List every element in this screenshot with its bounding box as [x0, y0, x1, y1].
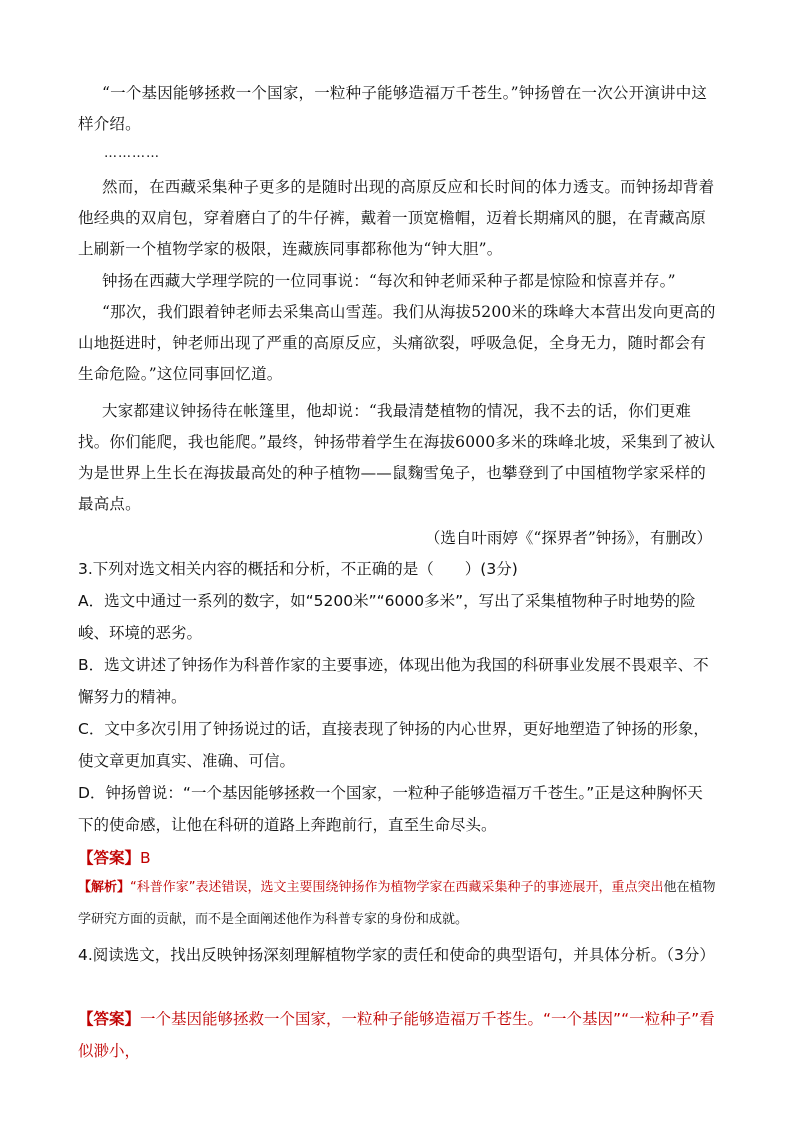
passage-paragraph-1: “一个基因能够拯救一个国家，一粒种子能够造福万千苍生。”钟扬曾在一次公开演讲中这样介绍。 [78, 84, 708, 133]
passage-paragraph-4: “那次，我们跟着钟老师去采集高山雪莲。我们从海拔5200米的珠峰大本营出发向更高的山地挺进时，钟老师出现了严重的高原反应，头痛欲裂，呼吸急促，全身无力，随时都会有生命危险。”这位同事回忆道。 [78, 303, 716, 383]
analysis-text: 他在植物学研究方面的贡献，而不是全面阐述他作为科普专家的身份和成就。 [78, 880, 716, 927]
question-4-answer [78, 1003, 718, 1067]
answer-text: 一个基因能够拯救一个国家，一粒种子能够造福万千苍生。“一个基因”“一粒种子”看似渺小， [78, 1010, 715, 1060]
answer-label: 【答案】 [78, 1010, 141, 1028]
question-3-option-d: D．钟扬曾说：“一个基因能够拯救一个国家，一粒种子能够造福万千苍生。”正是这种胸怀天下的使命感，让他在科研的道路上奔跑前行，直至生命尽头。 [78, 784, 703, 834]
answer-label: 【答案】 [78, 849, 141, 867]
passage-ellipsis: ………… [104, 146, 160, 161]
question-4-stem: 4.阅读选文，找出反映钟扬深刻理解植物学家的责任和使命的典型语句，并具体分析。（3分） [78, 946, 715, 964]
passage-paragraph-5: 大家都建议钟扬待在帐篷里，他却说：“我最清楚植物的情况，我不去的话，你们更难找。你们能爬，我也能爬。”最终，钟扬带着学生在海拔6000多米的珠峰北坡，采集到了被认为是世界上生长在海拔最高处的种子植物——鼠麴雪兔子，也攀登到了中国植物学家采样的最高点。 [78, 402, 716, 513]
question-3-option-a: A．选文中通过一系列的数字，如“5200米”“6000多米”，写出了采集植物种子时地势的险峻、环境的恶劣。 [78, 592, 696, 642]
analysis-label: 【解析】 [78, 880, 131, 895]
passage-source: （选自叶雨婷《“探界者”钟扬》，有删改） [424, 529, 712, 547]
question-3-stem: 3.下列对选文相关内容的概括和分析，不正确的是（ ）(3分) [78, 560, 518, 578]
question-3-analysis [78, 872, 718, 936]
passage-paragraph-3: 钟扬在西藏大学理学院的一位同事说：“每次和钟老师采种子都是惊险和惊喜并存。” [102, 272, 676, 290]
question-3-option-b: B．选文讲述了钟扬作为科普作家的主要事迹，体现出他为我国的科研事业发展不畏艰辛、不懈努力的精神。 [78, 656, 709, 706]
question-3-answer [78, 842, 718, 874]
question-3-option-c: C．文中多次引用了钟扬说过的话，直接表现了钟扬的内心世界，更好地塑造了钟扬的形象，使文章更加真实、准确、可信。 [78, 720, 709, 770]
passage-paragraph-2: 然而，在西藏采集种子更多的是随时出现的高原反应和长时间的体力透支。而钟扬却背着他经典的双肩包，穿着磨白了的牛仔裤，戴着一顶宽檐帽，迈着长期痛风的腿，在青藏高原上刷新一个植物学家的极限，连藏族同事都称他为“钟大胆”。 [78, 178, 715, 258]
analysis-text-red: “科普作家”表述错误，选文主要围绕钟扬作为植物学家在西藏采集种子的事迹展开，重点突出 [130, 880, 664, 895]
answer-value: B [140, 849, 151, 867]
